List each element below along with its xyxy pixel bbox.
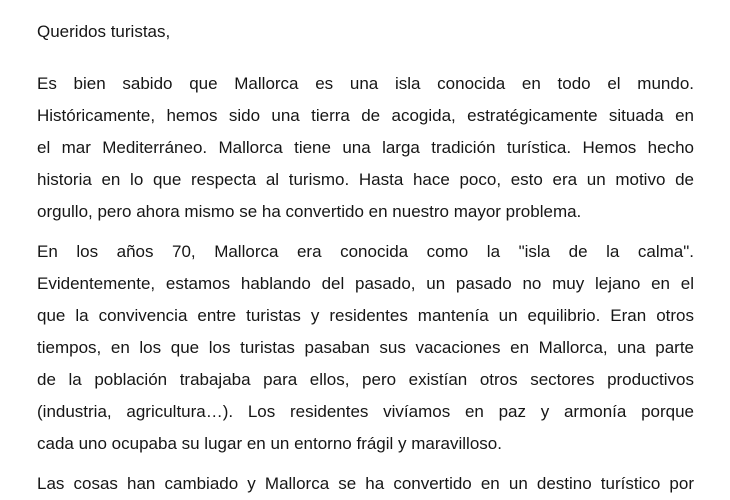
document-body [37, 68, 694, 500]
text-line: el mar Mediterráneo. Mallorca tiene una larga tradición turística. Hemos hecho [37, 138, 694, 157]
salutation: Queridos turistas, [37, 22, 171, 41]
text-line: Evidentemente, estamos hablando del pasado, un pasado no muy lejano en el [37, 274, 694, 293]
text-line: (industria, agricultura…). Los residentes vivíamos en paz y armonía porque [37, 402, 694, 421]
text-line: Las cosas han cambiado y Mallorca se ha convertido en un destino turístico por [37, 474, 694, 493]
text-line: tiempos, en los que los turistas pasaban sus vacaciones en Mallorca, una parte [37, 338, 694, 357]
paragraph-years-70 [37, 236, 694, 460]
text-line: historia en lo que respecta al turismo. Hasta hace poco, esto era un motivo de [37, 170, 694, 189]
text-line: Es bien sabido que Mallorca es una isla conocida en todo el mundo. [37, 74, 694, 93]
text-line: de la población trabajaba para ellos, pero existían otros sectores productivos [37, 370, 694, 389]
text-line: Históricamente, hemos sido una tierra de acogida, estratégicamente situada en [37, 106, 694, 125]
paragraph-things-changed [37, 468, 694, 500]
text-line: que la convivencia entre turistas y residentes mantenía un equilibrio. Eran otros [37, 306, 694, 325]
text-line: orgullo, pero ahora mismo se ha convertido en nuestro mayor problema. [37, 202, 582, 221]
text-line: cada uno ocupaba su lugar en un entorno frágil y maravilloso. [37, 434, 502, 453]
text-line: En los años 70, Mallorca era conocida como la "isla de la calma". [37, 242, 694, 261]
paragraph-history [37, 68, 694, 228]
